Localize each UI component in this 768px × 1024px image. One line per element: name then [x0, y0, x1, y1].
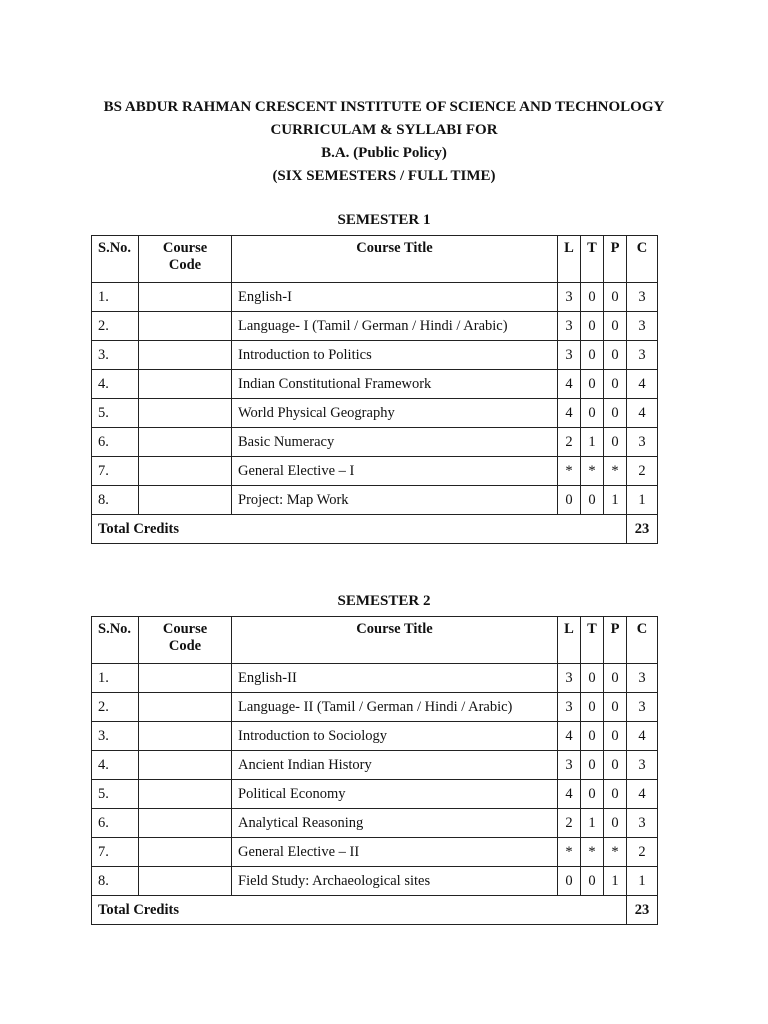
credits-cell: 1	[627, 486, 658, 515]
sno-cell: 5.	[92, 399, 139, 428]
course-code-cell	[139, 312, 232, 341]
course-title-cell: Introduction to Sociology	[232, 722, 558, 751]
credits-cell: 4	[627, 780, 658, 809]
credits-cell: 3	[627, 341, 658, 370]
course-code-cell	[139, 809, 232, 838]
course-title-cell: Introduction to Politics	[232, 341, 558, 370]
lecture-cell: *	[558, 457, 581, 486]
total-credits-value: 23	[627, 896, 658, 925]
table-row	[92, 809, 658, 838]
practical-cell: *	[604, 838, 627, 867]
course-title-header: Course Title	[232, 617, 558, 664]
course-code-cell	[139, 867, 232, 896]
course-code-cell	[139, 664, 232, 693]
practical-cell: 0	[604, 428, 627, 457]
lecture-cell: 0	[558, 867, 581, 896]
credits-header: C	[627, 236, 658, 283]
table-header-row	[92, 617, 658, 664]
programme-mode: (SIX SEMESTERS / FULL TIME)	[272, 168, 496, 184]
course-title-cell: Project: Map Work	[232, 486, 558, 515]
semester-1-table	[91, 235, 658, 544]
sno-cell: 6.	[92, 428, 139, 457]
total-credits-row	[92, 515, 658, 544]
table-row	[92, 751, 658, 780]
practical-cell: 0	[604, 751, 627, 780]
practical-cell: 0	[604, 283, 627, 312]
tutorial-cell: 0	[581, 486, 604, 515]
course-code-cell	[139, 693, 232, 722]
course-code-cell	[139, 399, 232, 428]
credits-cell: 3	[627, 751, 658, 780]
lecture-cell: 3	[558, 693, 581, 722]
practical-header: P	[604, 617, 627, 664]
course-title-cell: Language- II (Tamil / German / Hindi / Arabic)	[232, 693, 558, 722]
sno-cell: 1.	[92, 283, 139, 312]
table-row	[92, 838, 658, 867]
practical-cell: 0	[604, 664, 627, 693]
tutorial-cell: 0	[581, 780, 604, 809]
table-row	[92, 428, 658, 457]
course-title-cell: World Physical Geography	[232, 399, 558, 428]
table-row	[92, 722, 658, 751]
credits-cell: 3	[627, 283, 658, 312]
tutorial-cell: 0	[581, 664, 604, 693]
tutorial-cell: 0	[581, 867, 604, 896]
lecture-cell: 3	[558, 341, 581, 370]
semester-2-body	[92, 617, 658, 925]
table-header-row	[92, 236, 658, 283]
tutorial-header: T	[581, 236, 604, 283]
lecture-cell: 2	[558, 809, 581, 838]
table-row	[92, 457, 658, 486]
lecture-cell: 4	[558, 780, 581, 809]
tutorial-cell: 0	[581, 751, 604, 780]
sno-cell: 4.	[92, 751, 139, 780]
credits-cell: 3	[627, 664, 658, 693]
practical-header: P	[604, 236, 627, 283]
sno-cell: 7.	[92, 838, 139, 867]
table-row	[92, 693, 658, 722]
course-title-cell: General Elective – II	[232, 838, 558, 867]
course-code-cell	[139, 283, 232, 312]
tutorial-cell: 0	[581, 399, 604, 428]
sno-cell: 3.	[92, 722, 139, 751]
course-code-header: Course Code	[139, 236, 232, 283]
course-title-cell: Basic Numeracy	[232, 428, 558, 457]
semester-2-table	[91, 616, 658, 925]
table-row	[92, 370, 658, 399]
programme-name: B.A. (Public Policy)	[321, 145, 447, 161]
credits-cell: 2	[627, 457, 658, 486]
sno-cell: 8.	[92, 867, 139, 896]
credits-header: C	[627, 617, 658, 664]
course-title-cell: Language- I (Tamil / German / Hindi / Arabic)	[232, 312, 558, 341]
total-credits-label: Total Credits	[92, 515, 627, 544]
lecture-cell: 3	[558, 283, 581, 312]
practical-cell: 0	[604, 780, 627, 809]
credits-cell: 4	[627, 370, 658, 399]
practical-cell: 1	[604, 867, 627, 896]
practical-cell: 1	[604, 486, 627, 515]
sno-cell: 1.	[92, 664, 139, 693]
lecture-header: L	[558, 617, 581, 664]
tutorial-cell: 1	[581, 809, 604, 838]
credits-cell: 3	[627, 428, 658, 457]
course-code-cell	[139, 341, 232, 370]
curriculum-heading: CURRICULAM & SYLLABI FOR	[270, 122, 498, 138]
credits-cell: 1	[627, 867, 658, 896]
credits-cell: 3	[627, 809, 658, 838]
credits-cell: 4	[627, 722, 658, 751]
table-row	[92, 486, 658, 515]
institute-name: BS ABDUR RAHMAN CRESCENT INSTITUTE OF SCIENCE AND TECHNOLOGY	[103, 99, 665, 115]
practical-cell: 0	[604, 693, 627, 722]
lecture-cell: 3	[558, 751, 581, 780]
practical-cell: 0	[604, 809, 627, 838]
total-credits-label: Total Credits	[92, 896, 627, 925]
course-title-cell: Political Economy	[232, 780, 558, 809]
sno-cell: 6.	[92, 809, 139, 838]
course-title-cell: Ancient Indian History	[232, 751, 558, 780]
tutorial-cell: 0	[581, 693, 604, 722]
sno-cell: 2.	[92, 693, 139, 722]
practical-cell: *	[604, 457, 627, 486]
tutorial-cell: 0	[581, 341, 604, 370]
lecture-cell: 4	[558, 370, 581, 399]
sno-cell: 3.	[92, 341, 139, 370]
lecture-cell: 3	[558, 312, 581, 341]
lecture-cell: 4	[558, 722, 581, 751]
course-title-cell: Indian Constitutional Framework	[232, 370, 558, 399]
sno-cell: 8.	[92, 486, 139, 515]
sno-header: S.No.	[92, 236, 139, 283]
tutorial-cell: 0	[581, 283, 604, 312]
tutorial-cell: 1	[581, 428, 604, 457]
course-title-cell: Analytical Reasoning	[232, 809, 558, 838]
table-row	[92, 312, 658, 341]
sno-cell: 5.	[92, 780, 139, 809]
course-title-cell: Field Study: Archaeological sites	[232, 867, 558, 896]
sno-cell: 4.	[92, 370, 139, 399]
semester-2-title: SEMESTER 2	[337, 593, 431, 609]
credits-cell: 2	[627, 838, 658, 867]
course-code-cell	[139, 370, 232, 399]
course-code-cell	[139, 428, 232, 457]
table-row	[92, 867, 658, 896]
lecture-header: L	[558, 236, 581, 283]
credits-cell: 4	[627, 399, 658, 428]
course-code-header: Course Code	[139, 617, 232, 664]
total-credits-row	[92, 896, 658, 925]
practical-cell: 0	[604, 312, 627, 341]
practical-cell: 0	[604, 370, 627, 399]
practical-cell: 0	[604, 341, 627, 370]
course-title-cell: English-I	[232, 283, 558, 312]
lecture-cell: 0	[558, 486, 581, 515]
table-row	[92, 399, 658, 428]
tutorial-header: T	[581, 617, 604, 664]
course-title-cell: General Elective – I	[232, 457, 558, 486]
sno-header: S.No.	[92, 617, 139, 664]
course-code-cell	[139, 780, 232, 809]
tutorial-cell: 0	[581, 370, 604, 399]
table-row	[92, 341, 658, 370]
lecture-cell: 2	[558, 428, 581, 457]
lecture-cell: 3	[558, 664, 581, 693]
course-code-cell	[139, 751, 232, 780]
course-title-cell: English-II	[232, 664, 558, 693]
sno-cell: 7.	[92, 457, 139, 486]
tutorial-cell: *	[581, 838, 604, 867]
course-code-cell	[139, 838, 232, 867]
sno-cell: 2.	[92, 312, 139, 341]
lecture-cell: 4	[558, 399, 581, 428]
course-title-header: Course Title	[232, 236, 558, 283]
course-code-cell	[139, 486, 232, 515]
document-header	[0, 96, 768, 188]
credits-cell: 3	[627, 312, 658, 341]
semester-1-title: SEMESTER 1	[337, 212, 431, 228]
table-row	[92, 664, 658, 693]
practical-cell: 0	[604, 399, 627, 428]
lecture-cell: *	[558, 838, 581, 867]
table-row	[92, 780, 658, 809]
total-credits-value: 23	[627, 515, 658, 544]
tutorial-cell: *	[581, 457, 604, 486]
course-code-cell	[139, 722, 232, 751]
credits-cell: 3	[627, 693, 658, 722]
practical-cell: 0	[604, 722, 627, 751]
table-row	[92, 283, 658, 312]
tutorial-cell: 0	[581, 722, 604, 751]
semester-1-body	[92, 236, 658, 544]
course-code-cell	[139, 457, 232, 486]
tutorial-cell: 0	[581, 312, 604, 341]
